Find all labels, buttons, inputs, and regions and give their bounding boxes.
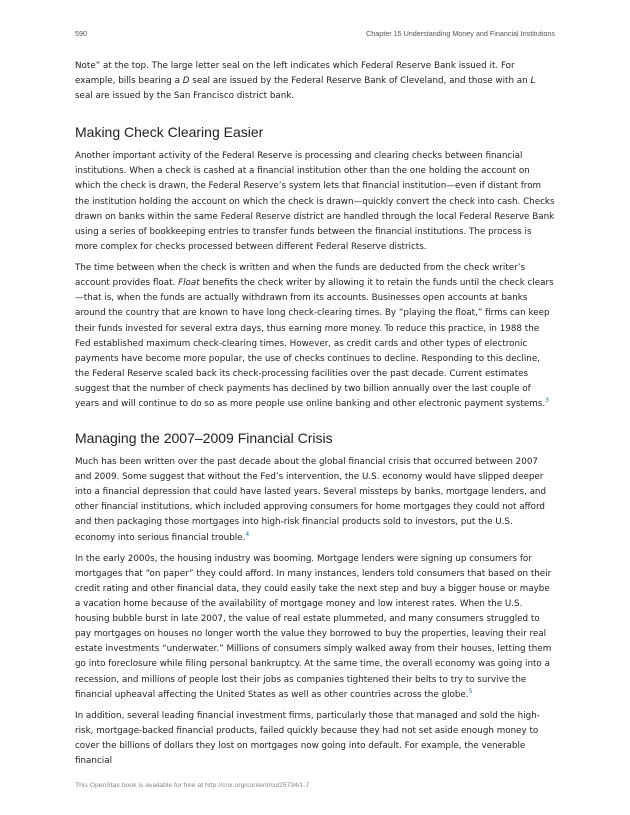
crisis-paragraph-2: In the early 2000s, the housing industry was booming. Mortgage lenders were signing up consumers for mortgages that “on paper” they could afford. In many instances, lenders told consumers that based on their credit rating and other financial data, they could easily take the next step and buy a bigger house or maybe a vacation home because of the availability of mortgage money and low interest rates. When the U.S. housing bubble burst in late 2007, the value of real estate plummeted, and many consumers struggled to pay mortgages on houses no longer worth the value they borrowed to buy the properties, leaving their real estate investments “underwater.” Millions of consumers simply walked away from their houses, letting them go into foreclosure while filing personal bankruptcy. At the same time, the overall economy was going into a recession, and millions of people lost their jobs as companies tightened their belts to try to survive the financial upheaval affecting the United States as well as other countries across the globe.$^5$ <box>75 553 552 700</box>
footnote-link-3[interactable]: 3 <box>545 397 549 405</box>
intro-paragraph: Note” at the top. The large letter seal on the left indicates which Federal Reserve Bank issued it. For example, bills bearing a D seal are issued by the Federal Reserve Bank of Cleveland, and those with an L seal are issued by the San Francisco district bank. <box>75 61 536 102</box>
crisis-paragraph-3: In addition, several leading financial investment firms, particularly those that managed and sold the high-risk, mortgage-backed financial products, failed quickly because they had not set aside enough money to cover the billions of dollars they lost on mortgages now going into default. For example, the venerable financial <box>75 710 540 767</box>
page-number: 590 <box>75 29 87 38</box>
heading-check-clearing: Making Check Clearing Easier <box>75 124 264 141</box>
page-header <box>75 29 555 41</box>
page-body <box>75 59 555 776</box>
chapter-title: Chapter 15 Understanding Money and Financial Institutions <box>366 29 555 38</box>
footnote-link-5[interactable]: 5 <box>468 687 473 695</box>
footnote-link-4[interactable]: 4 <box>245 530 250 538</box>
check-clearing-paragraph-2: The time between when the check is written and when the funds are deducted from the check writer’s account provides float. Float benefits the check writer by allowing it to retain the funds until the check clears—that is, when the funds are actually withdrawn from its accounts. Businesses open accounts at banks around the country that are known to have long check-clearing times. By “playing the float,” firms can keep their funds invested for several extra days, thus earning more money. To reduce this practice, in 1988 the Fed established maximum check-clearing times. However, as credit cards and other types of electronic payments have become more popular, the use of checks continues to decline. Responding to this decline, the Federal Reserve scaled back its check-processing facilities over the past decade. Current estimates suggest that the number of check payments has declined by two billion annually over the last couple of years and will continue to do so as more people use online banking and other electronic payment systems.$^3$ <box>75 263 554 409</box>
check-clearing-paragraph-1: Another important activity of the Federal Reserve is processing and clearing checks between financial institutions. When a check is cashed at a financial institution other than the one holding the account on which the check is drawn, the Federal Reserve’s system lets that financial institution—even if distant from the institution holding the account on which the check is drawn—quickly convert the check into cash. Checks drawn on banks within the same Federal Reserve district are handled through the local Federal Reserve Bank using a series of bookkeeping entries to transfer funds between the financial institutions. The process is more complex for checks processed between different Federal Reserve districts. <box>75 151 555 252</box>
crisis-paragraph-1: Much has been written over the past decade about the global financial crisis that occurred between 2007 and 2009. Some suggest that without the Fed’s intervention, the U.S. economy would have slipped deeper into a financial depression that could have lasted years. Several missteps by banks, mortgage lenders, and other financial institutions, which included approving consumers for home mortgages they could not afford and then packaging those mortgages into high-risk financial products sold to investors, put the U.S. economy into serious financial trouble.$^4$ <box>75 457 547 543</box>
heading-financial-crisis: Managing the 2007–2009 Financial Crisis <box>75 430 333 447</box>
page-footer: This OpenStax book is available for free at http://cnx.org/content/col25734/1.7 <box>75 782 310 789</box>
